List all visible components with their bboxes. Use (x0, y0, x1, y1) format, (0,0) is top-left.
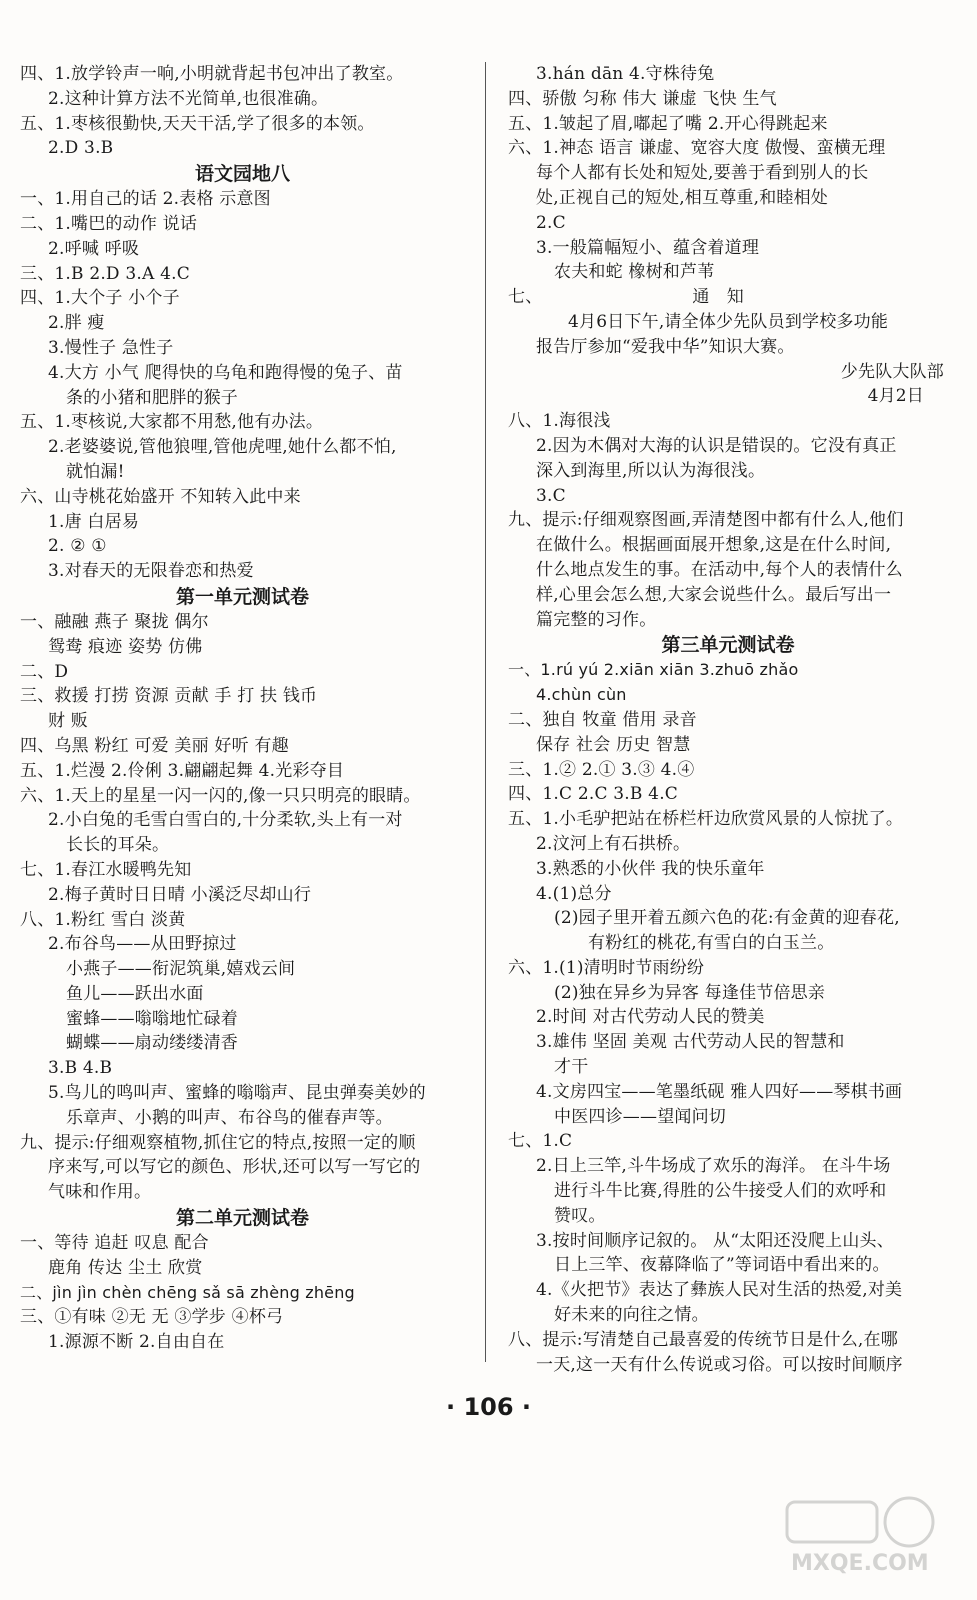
answer-text: 四、乌黑 粉红 可爱 美丽 好听 有趣 (20, 735, 289, 756)
answer-line (20, 534, 465, 559)
answer-line (20, 734, 465, 759)
answer-line (20, 386, 465, 411)
answer-line (508, 683, 948, 708)
answer-text: 长长的耳朵。 (66, 835, 170, 856)
answer-text: 4.(1)总分 (536, 883, 612, 904)
answer-text: 小燕子——衔泥筑巢,嬉戏云间 (66, 959, 296, 980)
answer-text: 一、等待 追赶 叹息 配合 (20, 1233, 209, 1254)
answer-text: 3.慢性子 急性子 (48, 337, 174, 358)
answer-line (508, 161, 948, 186)
answer-text: 样,心里会怎么想,大家会说些什么。最后写出一 (536, 584, 892, 605)
answer-line (508, 832, 948, 857)
answer-text: 四、骄傲 匀称 伟大 谦虚 飞快 生气 (508, 88, 777, 109)
answer-text: 就怕漏! (66, 461, 125, 482)
answer-text: 五、1.小毛驴把站在桥栏杆边欣赏风景的人惊扰了。 (508, 809, 904, 830)
answer-line (508, 1353, 948, 1378)
answer-line (508, 87, 948, 112)
answer-text: 篇完整的习作。 (536, 609, 657, 630)
answer-text: 什么地点发生的事。在活动中,每个人的表情什么 (536, 559, 903, 580)
answer-text: 二、独自 牧童 借用 录音 (508, 709, 697, 730)
answer-text: 好未来的向往之情。 (554, 1305, 709, 1326)
answer-line (20, 1106, 465, 1131)
left-column (20, 62, 465, 1355)
answer-text: 4月6日下午,请全体少先队员到学校多功能 (568, 311, 889, 332)
answer-line (508, 508, 948, 533)
answer-line (508, 1179, 948, 1204)
answer-text: 八、1.粉红 雪白 淡黄 (20, 909, 186, 930)
answer-line (20, 1180, 465, 1205)
answer-text: 七、 (508, 287, 543, 308)
answer-text: 3.B 4.B (48, 1058, 113, 1079)
watermark-text: MXQE.COM (791, 1551, 929, 1576)
answer-line (20, 1131, 465, 1156)
answer-line (20, 336, 465, 361)
answer-text: 2.C (536, 212, 566, 233)
answer-text: 八、1.海很浅 (508, 411, 611, 432)
answer-line (20, 559, 465, 584)
answer-text: 三、救援 打捞 资源 贡献 手 打 扶 钱币 (20, 686, 318, 707)
answer-text: 在做什么。根据画面展开想象,这是在什么时间, (536, 535, 892, 556)
answer-line (20, 908, 465, 933)
answer-text: 4.文房四宝——笔墨纸砚 雅人四好——琴棋书画 (536, 1081, 903, 1102)
answer-line (20, 883, 465, 908)
answer-line (20, 858, 465, 883)
answer-line (508, 533, 948, 558)
answer-line (508, 434, 948, 459)
answer-text: 蝴蝶——扇动缕缕清香 (66, 1033, 238, 1054)
answer-text: 2.因为木偶对大海的认识是错误的。它没有真正 (536, 435, 897, 456)
answer-text: 五、1.枣核很勤快,天天干活,学了很多的本领。 (20, 113, 375, 134)
answer-line (508, 1154, 948, 1179)
answer-line (508, 658, 948, 683)
answer-line (508, 211, 948, 236)
answer-text: 3.按时间顺序记叙的。 从“太阳还没爬上山头、 (536, 1230, 894, 1251)
answer-text: 鹿角 传达 尘土 欣赏 (48, 1257, 203, 1278)
answer-text: 五、1.枣核说,大家都不用愁,他有办法。 (20, 412, 324, 433)
answer-line (508, 1080, 948, 1105)
answer-text: 进行斗牛比赛,得胜的公牛接受人们的欢呼和 (554, 1181, 887, 1202)
answer-line (508, 981, 948, 1006)
answer-text: 深入到海里,所以认为海很浅。 (536, 460, 766, 481)
answer-text: 九、提示:仔细观察植物,抓住它的特点,按照一定的顺 (20, 1132, 416, 1153)
answer-text: 3.一般篇幅短小、蕴含着道理 (536, 237, 760, 258)
answer-text: 少先队大队部 (840, 361, 944, 382)
answer-line (20, 361, 465, 386)
answer-text: 中医四诊——望闻问切 (554, 1106, 726, 1127)
answer-line (20, 784, 465, 809)
answer-text: 农夫和蛇 橡树和芦苇 (554, 262, 715, 283)
answer-text: 2.时间 对古代劳动人民的赞美 (536, 1007, 765, 1028)
answer-text: 二、jìn jìn chèn chēng sǎ sā zhèng zhēng (20, 1282, 355, 1302)
answer-text: (2)独在异乡为异客 每逢佳节倍思亲 (554, 982, 826, 1003)
answer-text: 一、融融 燕子 聚拢 偶尔 (20, 611, 209, 632)
answer-line (508, 360, 948, 385)
answer-line (508, 882, 948, 907)
answer-line (20, 957, 465, 982)
answer-line (508, 956, 948, 981)
answer-line (20, 932, 465, 957)
answer-line (508, 335, 948, 360)
answer-line (508, 1005, 948, 1030)
answer-text: 1.唐 白居易 (48, 511, 140, 532)
answer-line (20, 833, 465, 858)
answer-line (20, 262, 465, 287)
answer-text: 3.C (536, 485, 566, 506)
answer-text: 2.梅子黄时日日晴 小溪泛尽却山行 (48, 884, 312, 905)
answer-text: 5.鸟儿的鸣叫声、蜜蜂的嗡嗡声、昆虫弹奏美妙的 (48, 1083, 426, 1104)
answer-text: 4.大方 小气 爬得快的乌龟和跑得慢的兔子、苗 (48, 362, 403, 383)
answer-text: 蜜蜂——嗡嗡地忙碌着 (66, 1008, 238, 1029)
notice-title: 通 知 (692, 287, 750, 308)
answer-line (20, 435, 465, 460)
answer-line (508, 409, 948, 434)
answer-line (20, 237, 465, 262)
answer-text: 二、D (20, 661, 69, 682)
answer-line (20, 112, 465, 137)
answer-text: 4.chùn cùn (536, 685, 627, 705)
answer-line (508, 1105, 948, 1130)
answer-line (508, 608, 948, 633)
answer-text: 一、1.rú yú 2.xiān xiān 3.zhuō zhǎo (508, 660, 799, 680)
answer-line (508, 384, 948, 409)
answer-line (508, 906, 948, 931)
answer-text: 2.老婆婆说,管他狼哩,管他虎哩,她什么都不怕, (48, 437, 397, 458)
answer-text: (2)园子里开着五颜六色的花:有金黄的迎春花, (554, 908, 900, 929)
answer-text: 1.源源不断 2.自由自在 (48, 1332, 225, 1353)
answer-text: 报告厅参加“爱我中华”知识大赛。 (536, 336, 795, 357)
answer-line (508, 285, 948, 310)
answer-line (20, 187, 465, 212)
answer-line (508, 310, 948, 335)
answer-text: 财 贩 (48, 711, 89, 732)
answer-line (20, 510, 465, 535)
answer-line (508, 758, 948, 783)
answer-text: 八、提示:写清楚自己最喜爱的传统节日是什么,在哪 (508, 1329, 898, 1350)
answer-line (508, 807, 948, 832)
answer-text: 鸳鸯 痕迹 姿势 仿佛 (48, 636, 203, 657)
answer-text: 3.hán dān 4.守株待兔 (536, 64, 715, 84)
answer-line (20, 1330, 465, 1355)
section-title (20, 161, 465, 187)
answer-line (508, 236, 948, 261)
answer-line (20, 660, 465, 685)
answer-line (20, 808, 465, 833)
answer-text: 才干 (554, 1057, 589, 1078)
answer-text: 一、1.用自己的话 2.表格 示意图 (20, 189, 271, 210)
answer-text: 三、1.B 2.D 3.A 4.C (20, 263, 190, 284)
answer-line (20, 1256, 465, 1281)
answer-text: 乐章声、小鹅的叫声、布谷鸟的催春声等。 (66, 1107, 393, 1128)
answer-line (20, 1056, 465, 1081)
answer-line (20, 1031, 465, 1056)
answer-line (508, 1253, 948, 1278)
answer-text: 2.呼喊 呼吸 (48, 238, 140, 259)
answer-text: 六、山寺桃花始盛开 不知转入此中来 (20, 486, 301, 507)
answer-text: 五、1.烂漫 2.伶俐 3.翩翩起舞 4.光彩夺目 (20, 760, 345, 781)
answer-text: 2.汶河上有石拱桥。 (536, 833, 691, 854)
answer-text: 三、①有味 ②无 无 ③学步 ④杯弓 (20, 1307, 284, 1328)
answer-line (20, 684, 465, 709)
answer-line (508, 1030, 948, 1055)
answer-line (508, 62, 948, 87)
answer-text: 3.雄伟 坚固 美观 古代劳动人民的智慧和 (536, 1032, 845, 1053)
answer-text: 序来写,可以写它的颜色、形状,还可以写一写它的 (48, 1157, 421, 1178)
answer-line (20, 136, 465, 161)
answer-text: 2.布谷鸟——从田野掠过 (48, 934, 237, 955)
answer-text: 六、1.天上的星星一闪一闪的,像一只只明亮的眼睛。 (20, 785, 421, 806)
answer-text: 第二单元测试卷 (175, 1207, 309, 1230)
answer-text: 处,正视自己的短处,相互尊重,和睦相处 (536, 187, 829, 208)
answer-line (508, 1328, 948, 1353)
answer-line (508, 484, 948, 509)
answer-text: 语文园地八 (194, 163, 290, 186)
answer-text: 五、1.皱起了眉,嘟起了嘴 2.开心得跳起来 (508, 113, 828, 134)
answer-line (20, 212, 465, 237)
answer-line (508, 1303, 948, 1328)
answer-line (508, 459, 948, 484)
answer-line (508, 782, 948, 807)
section-title (20, 584, 465, 610)
section-title (508, 632, 948, 658)
answer-text: 二、1.嘴巴的动作 说话 (20, 213, 198, 234)
answer-text: 每个人都有长处和短处,要善于看到别人的长 (536, 163, 869, 184)
answer-line (508, 558, 948, 583)
answer-line (20, 1231, 465, 1256)
answer-line (508, 1278, 948, 1303)
answer-line (508, 1129, 948, 1154)
answer-text: 赞叹。 (554, 1205, 606, 1226)
answer-text: 4月2日 (867, 386, 924, 407)
answer-line (20, 311, 465, 336)
answer-text: 七、1.C (508, 1131, 573, 1152)
answer-line (20, 460, 465, 485)
answer-line (508, 708, 948, 733)
answer-text: 第三单元测试卷 (661, 634, 795, 657)
answer-line (508, 733, 948, 758)
answer-text: 三、1.② 2.① 3.③ 4.④ (508, 759, 695, 780)
answer-text: 六、1.神态 语言 谦虚、宽容大度 傲慢、蛮横无理 (508, 138, 886, 159)
answer-text: 六、1.(1)清明时节雨纷纷 (508, 957, 705, 978)
answer-text: 四、1.放学铃声一响,小明就背起书包冲出了教室。 (20, 64, 404, 84)
answer-text: 一天,这一天有什么传说或习俗。可以按时间顺序 (536, 1354, 903, 1375)
answer-line (20, 1281, 465, 1306)
answer-line (508, 260, 948, 285)
answer-text: 有粉红的桃花,有雪白的白玉兰。 (588, 933, 835, 954)
answer-text: 2. ② ① (48, 536, 107, 557)
answer-text: 4.《火把节》表达了彝族人民对生活的热爱,对美 (536, 1280, 903, 1301)
answer-line (20, 1155, 465, 1180)
answer-line (20, 286, 465, 311)
answer-line (508, 186, 948, 211)
answer-line (508, 931, 948, 956)
answer-line (20, 709, 465, 734)
answer-text: 2.小白兔的毛雪白雪白的,十分柔软,头上有一对 (48, 810, 403, 831)
answer-text: 四、1.大个子 小个子 (20, 288, 180, 309)
answer-text: 七、1.春江水暖鸭先知 (20, 859, 192, 880)
answer-line (20, 1305, 465, 1330)
watermark-logo (777, 1488, 947, 1578)
answer-line (508, 136, 948, 161)
answer-line (20, 1081, 465, 1106)
answer-line (20, 485, 465, 510)
answer-line (20, 410, 465, 435)
answer-line (20, 759, 465, 784)
answer-line (20, 982, 465, 1007)
answer-text: 2.胖 瘦 (48, 313, 105, 334)
answer-line (508, 857, 948, 882)
page-number: · 106 · (445, 1393, 532, 1421)
answer-text: 日上三竿、夜幕降临了”等词语中看出来的。 (554, 1255, 890, 1276)
answer-line (20, 87, 465, 112)
column-divider (485, 62, 486, 1362)
answer-text: 四、1.C 2.C 3.B 4.C (508, 784, 679, 805)
answer-text: 条的小猪和肥胖的猴子 (66, 387, 238, 408)
section-title (20, 1205, 465, 1231)
answer-line (20, 610, 465, 635)
answer-line (508, 1055, 948, 1080)
answer-line (20, 62, 465, 87)
answer-text: 保存 社会 历史 智慧 (536, 734, 691, 755)
answer-line (20, 635, 465, 660)
answer-text: 3.熟悉的小伙伴 我的快乐童年 (536, 858, 765, 879)
right-column (508, 62, 948, 1377)
answer-line (20, 1007, 465, 1032)
answer-line (508, 112, 948, 137)
answer-text: 第一单元测试卷 (175, 585, 309, 608)
answer-text: 2.日上三竿,斗牛场成了欢乐的海洋。 在斗牛场 (536, 1156, 891, 1177)
answer-text: 鱼儿——跃出水面 (66, 983, 204, 1004)
answer-line (508, 1204, 948, 1229)
answer-text: 3.对春天的无限眷恋和热爱 (48, 561, 254, 582)
answer-text: 气味和作用。 (48, 1182, 152, 1203)
answer-text: 2.D 3.B (48, 138, 114, 159)
answer-line (508, 1229, 948, 1254)
answer-line (508, 583, 948, 608)
answer-text: 2.这种计算方法不光简单,也很准确。 (48, 88, 329, 109)
answer-text: 九、提示:仔细观察图画,弄清楚图中都有什么人,他们 (508, 510, 904, 531)
